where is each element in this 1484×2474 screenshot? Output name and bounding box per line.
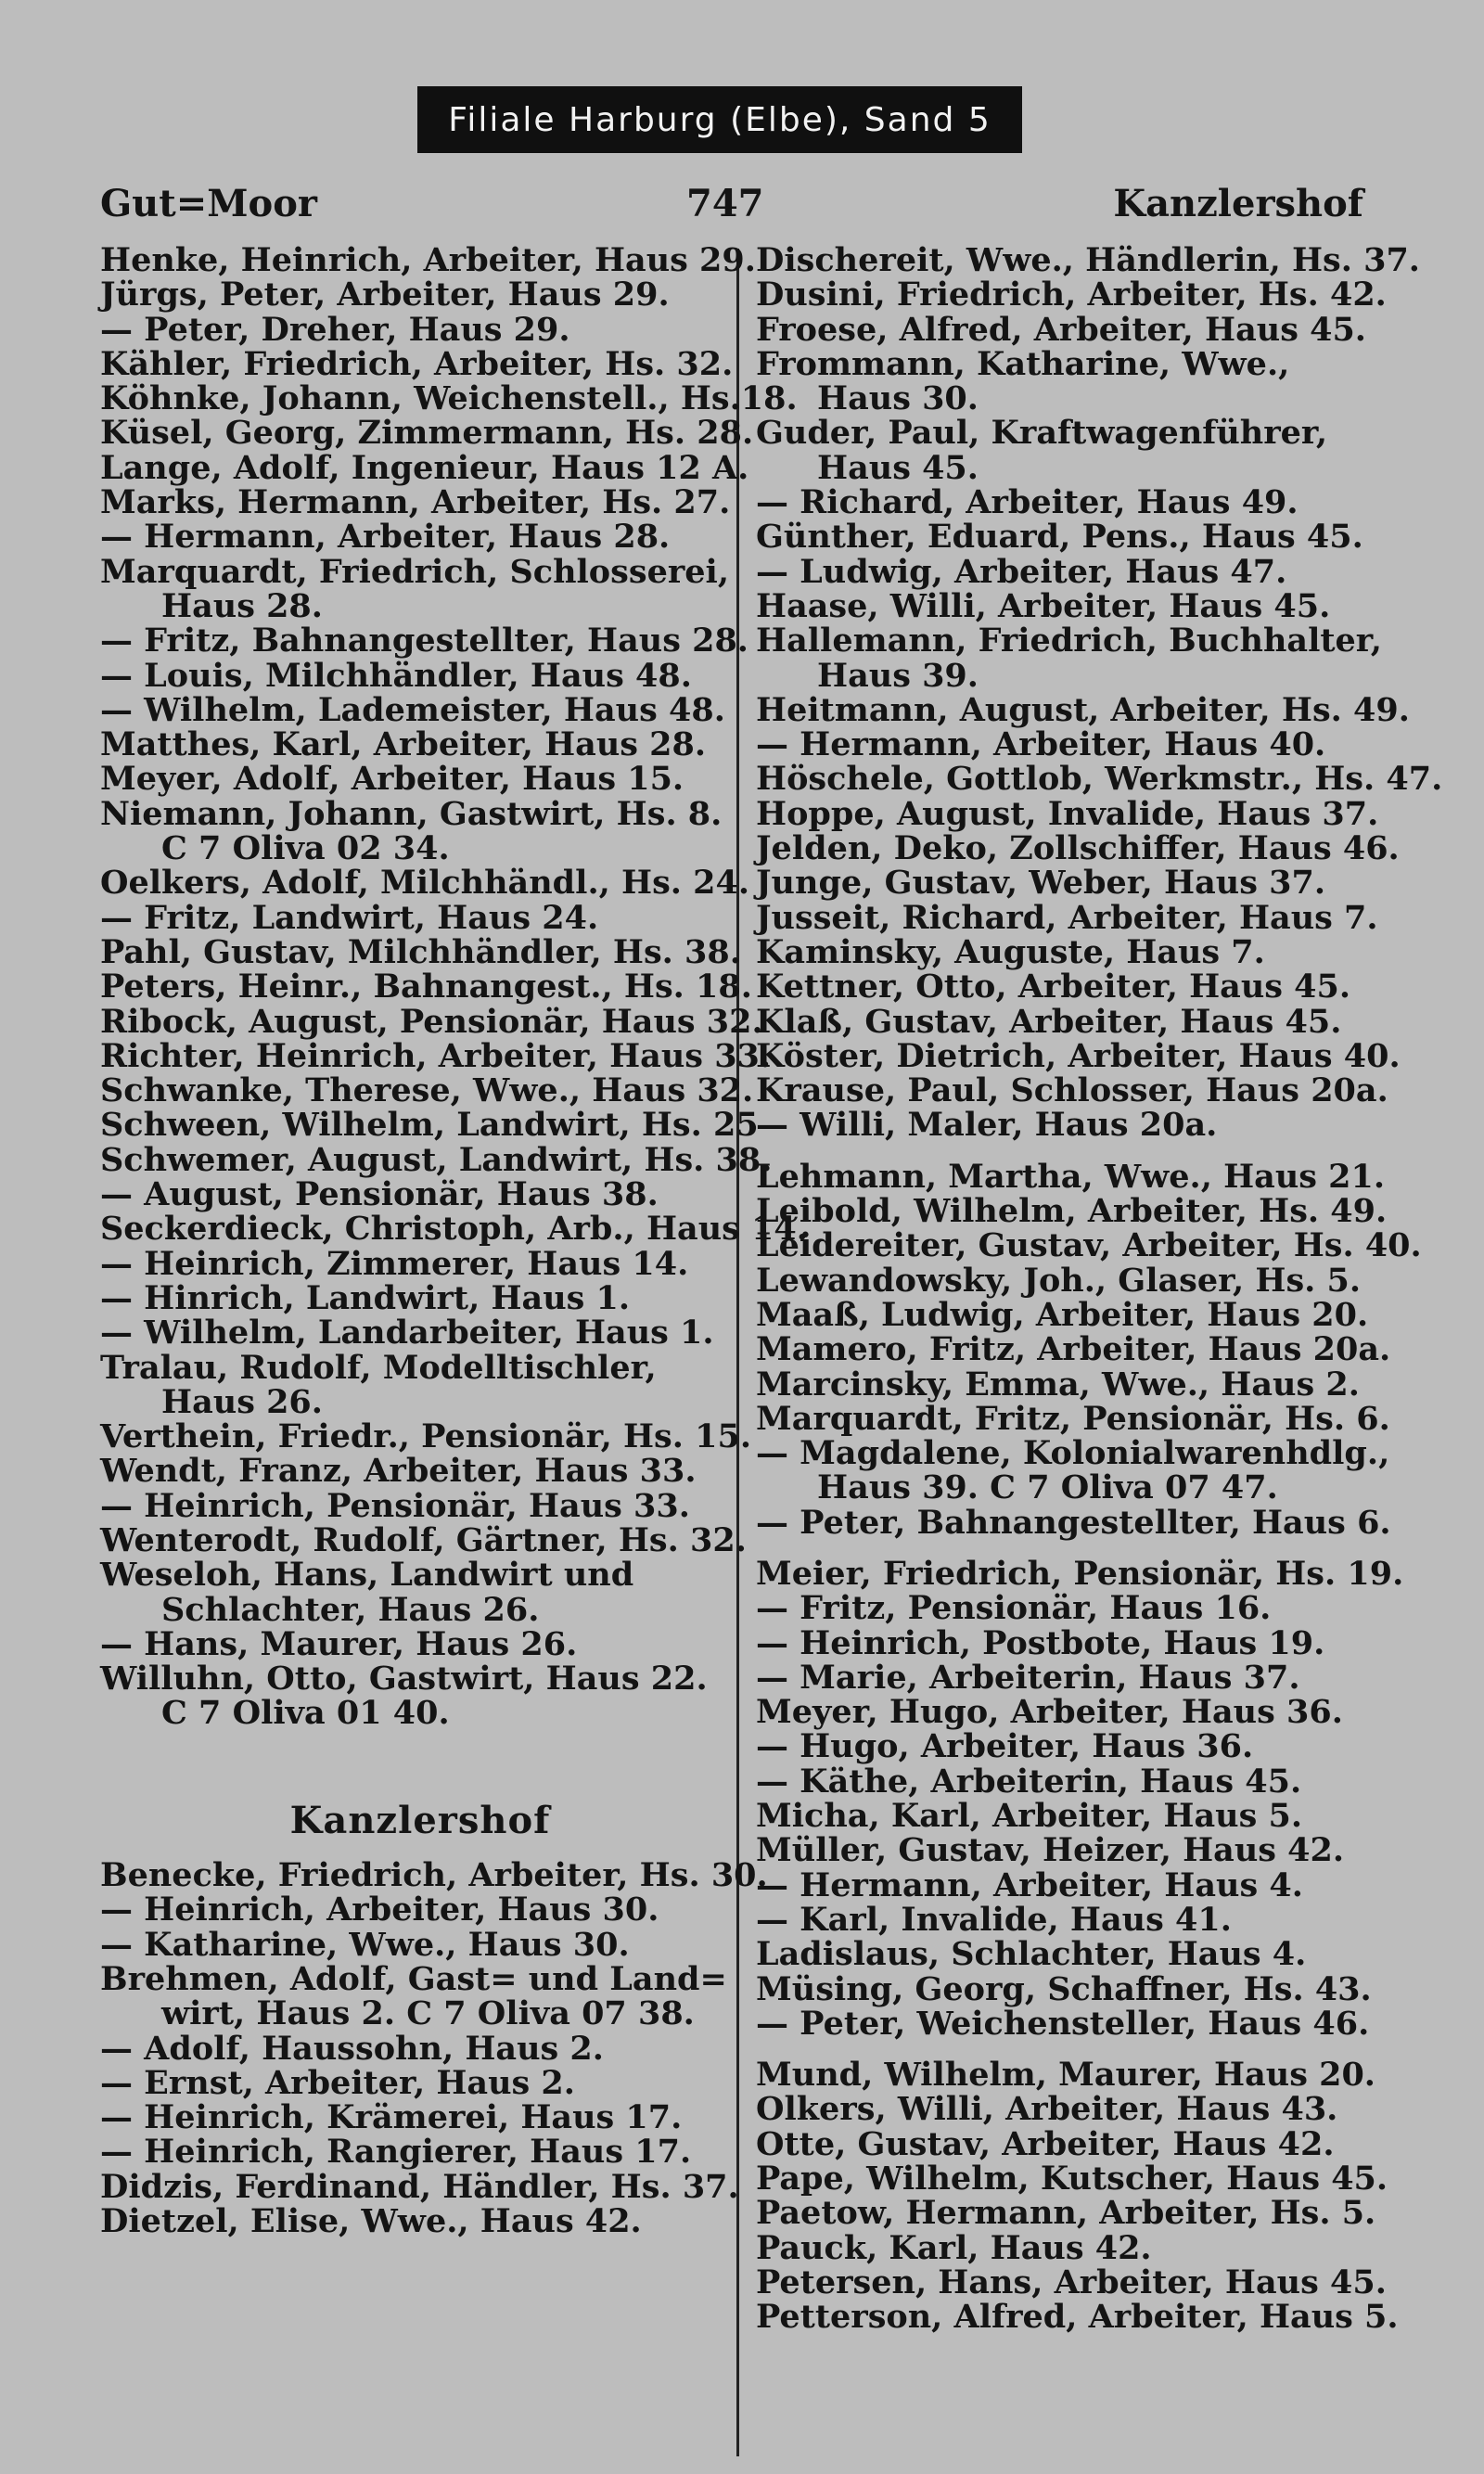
directory-entry: — Heinrich, Arbeiter, Haus 30. (100, 1891, 659, 1929)
directory-entry: Lange, Adolf, Ingenieur, Haus 12 A. (100, 448, 749, 487)
directory-entry: — Peter, Bahnangestellter, Haus 6. (756, 1503, 1391, 1542)
directory-entry: Mamero, Fritz, Arbeiter, Haus 20a. (756, 1330, 1391, 1369)
directory-entry: Kettner, Otto, Arbeiter, Haus 45. (756, 968, 1351, 1006)
directory-entry: Haase, Willi, Arbeiter, Haus 45. (756, 586, 1331, 625)
directory-entry: Schween, Wilhelm, Landwirt, Hs. 25 (100, 1106, 759, 1145)
directory-entry: Petersen, Hans, Arbeiter, Haus 45. (756, 2262, 1387, 2301)
directory-entry: — Hinrich, Landwirt, Haus 1. (100, 1278, 631, 1317)
directory-entry: Marquardt, Fritz, Pensionär, Hs. 6. (756, 1399, 1390, 1438)
directory-entry: Günther, Eduard, Pens., Haus 45. (756, 518, 1363, 557)
directory-entry: — Richard, Arbeiter, Haus 49. (756, 483, 1298, 522)
directory-entry: Haus 39. (817, 656, 979, 695)
directory-entry: Weseloh, Hans, Landwirt und (100, 1556, 634, 1595)
directory-entry: wirt, Haus 2. C 7 Oliva 07 38. (161, 1994, 695, 2033)
directory-entry: Klaß, Gustav, Arbeiter, Haus 45. (756, 1002, 1342, 1041)
directory-entry: Wenterodt, Rudolf, Gärtner, Hs. 32. (100, 1520, 747, 1559)
directory-entry: Niemann, Johann, Gastwirt, Hs. 8. (100, 794, 723, 833)
directory-entry: — Heinrich, Rangierer, Haus 17. (100, 2133, 692, 2172)
directory-entry: Lehmann, Martha, Wwe., Haus 21. (756, 1157, 1386, 1196)
directory-entry: Jusseit, Richard, Arbeiter, Haus 7. (756, 898, 1378, 937)
directory-entry: Köhnke, Johann, Weichenstell., Hs.18. (100, 379, 798, 418)
directory-entry: — Willi, Maler, Haus 20a. (756, 1106, 1218, 1145)
directory-entry: Petterson, Alfred, Arbeiter, Haus 5. (756, 2298, 1399, 2337)
directory-entry: Dietzel, Elise, Wwe., Haus 42. (100, 2202, 642, 2241)
directory-entry: Guder, Paul, Kraftwagenführer, (756, 414, 1328, 453)
directory-entry: — Katharine, Wwe., Haus 30. (100, 1925, 630, 1964)
directory-entry: Benecke, Friedrich, Arbeiter, Hs. 30. (100, 1856, 768, 1895)
directory-entry: Frommann, Katharine, Wwe., (756, 344, 1290, 383)
directory-entry: Haus 30. (817, 379, 979, 418)
directory-entry: — August, Pensionär, Haus 38. (100, 1175, 659, 1214)
directory-entry: Schwanke, Therese, Wwe., Haus 32. (100, 1071, 754, 1110)
directory-entry: Wendt, Franz, Arbeiter, Haus 33. (100, 1452, 697, 1491)
directory-entry: — Hermann, Arbeiter, Haus 28. (100, 518, 671, 557)
directory-entry: — Heinrich, Postbote, Haus 19. (756, 1623, 1325, 1662)
directory-entry: Froese, Alfred, Arbeiter, Haus 45. (756, 310, 1366, 349)
header-left-place: Gut=Moor (100, 182, 317, 225)
directory-entry: — Hugo, Arbeiter, Haus 36. (756, 1727, 1254, 1766)
directory-entry: Krause, Paul, Schlosser, Haus 20a. (756, 1071, 1388, 1110)
directory-entry: Meyer, Hugo, Arbeiter, Haus 36. (756, 1693, 1343, 1732)
directory-entry: Marquardt, Friedrich, Schlosserei, (100, 552, 730, 591)
directory-entry: — Magdalene, Kolonialwarenhdlg., (756, 1434, 1390, 1473)
directory-entry: — Fritz, Pensionär, Haus 16. (756, 1589, 1272, 1628)
directory-entry: Müller, Gustav, Heizer, Haus 42. (756, 1831, 1345, 1870)
directory-entry: Verthein, Friedr., Pensionär, Hs. 15. (100, 1417, 751, 1456)
directory-entry: Oelkers, Adolf, Milchhändl., Hs. 24. (100, 864, 750, 903)
directory-entry: Paetow, Hermann, Arbeiter, Hs. 5. (756, 2194, 1376, 2233)
directory-entry: Meier, Friedrich, Pensionär, Hs. 19. (756, 1554, 1404, 1593)
directory-entry: — Peter, Weichensteller, Haus 46. (756, 2004, 1370, 2043)
branch-banner: Filiale Harburg (Elbe), Sand 5 (417, 86, 1022, 153)
directory-entry: Kähler, Friedrich, Arbeiter, Hs. 32. (100, 344, 734, 383)
directory-entry: Dischereit, Wwe., Händlerin, Hs. 37. (756, 241, 1420, 279)
directory-entry: — Ludwig, Arbeiter, Haus 47. (756, 552, 1287, 591)
directory-entry: Tralau, Rudolf, Modelltischler, (100, 1348, 657, 1387)
directory-entry: Schwemer, August, Landwirt, Hs. 38. (100, 1140, 773, 1179)
left-entry-list (100, 241, 808, 1733)
directory-entry: C 7 Oliva 01 40. (161, 1694, 450, 1733)
directory-entry: — Heinrich, Krämerei, Haus 17. (100, 2098, 683, 2137)
directory-entry: Küsel, Georg, Zimmermann, Hs. 28. (100, 414, 754, 453)
directory-entry: — Peter, Dreher, Haus 29. (100, 310, 570, 349)
directory-entry: Dusini, Friedrich, Arbeiter, Hs. 42. (756, 276, 1387, 314)
directory-entry: Maaß, Ludwig, Arbeiter, Haus 20. (756, 1295, 1369, 1334)
directory-entry: — Heinrich, Zimmerer, Haus 14. (100, 1244, 689, 1283)
directory-entry: Köster, Dietrich, Arbeiter, Haus 40. (756, 1036, 1401, 1075)
directory-entry: Jürgs, Peter, Arbeiter, Haus 29. (100, 276, 670, 314)
directory-entry: Schlachter, Haus 26. (161, 1590, 540, 1629)
directory-entry: Willuhn, Otto, Gastwirt, Haus 22. (100, 1660, 708, 1698)
directory-entry: Hoppe, August, Invalide, Haus 37. (756, 794, 1379, 833)
directory-entry: — Louis, Milchhändler, Haus 48. (100, 656, 692, 695)
directory-entry: — Hermann, Arbeiter, Haus 40. (756, 725, 1326, 764)
directory-entry: — Fritz, Bahnangestellter, Haus 28. (100, 622, 748, 660)
directory-entry: Mund, Wilhelm, Maurer, Haus 20. (756, 2056, 1375, 2095)
directory-entry: Kaminsky, Auguste, Haus 7. (756, 932, 1265, 971)
directory-entry: — Wilhelm, Landarbeiter, Haus 1. (100, 1314, 714, 1352)
header-right-place: Kanzlershof (1113, 182, 1363, 225)
directory-entry: Richter, Heinrich, Arbeiter, Haus 33. (100, 1036, 772, 1075)
directory-entry: Didzis, Ferdinand, Händler, Hs. 37. (100, 2167, 739, 2206)
directory-entry: Meyer, Adolf, Arbeiter, Haus 15. (100, 760, 684, 799)
section-entry-list (100, 1856, 768, 2241)
directory-entry: Micha, Karl, Arbeiter, Haus 5. (756, 1797, 1303, 1836)
directory-entry: Haus 26. (161, 1382, 323, 1421)
directory-entry: Marks, Hermann, Arbeiter, Hs. 27. (100, 483, 731, 522)
directory-entry: Ribock, August, Pensionär, Haus 32. (100, 1002, 763, 1041)
directory-entry: Hallemann, Friedrich, Buchhalter, (756, 622, 1382, 660)
directory-entry: — Käthe, Arbeiterin, Haus 45. (756, 1762, 1302, 1801)
directory-entry: Müsing, Georg, Schaffner, Hs. 43. (756, 1969, 1372, 2008)
directory-entry: Pape, Wilhelm, Kutscher, Haus 45. (756, 2160, 1388, 2198)
directory-entry: Otte, Gustav, Arbeiter, Haus 42. (756, 2124, 1335, 2163)
directory-entry: — Hans, Maurer, Haus 26. (100, 1624, 578, 1663)
directory-entry: — Ernst, Arbeiter, Haus 2. (100, 2063, 575, 2102)
directory-entry: Junge, Gustav, Weber, Haus 37. (756, 864, 1326, 903)
directory-entry: — Wilhelm, Lademeister, Haus 48. (100, 690, 725, 729)
directory-entry: Olkers, Willi, Arbeiter, Haus 43. (756, 2090, 1338, 2129)
directory-entry: Ladislaus, Schlachter, Haus 4. (756, 1935, 1307, 1974)
section-title: Kanzlershof (289, 1798, 551, 1842)
directory-entry: — Fritz, Landwirt, Haus 24. (100, 898, 599, 937)
directory-entry: Seckerdieck, Christoph, Arb., Haus 14. (100, 1210, 808, 1249)
directory-entry: Lewandowsky, Joh., Glaser, Hs. 5. (756, 1261, 1362, 1300)
directory-entry: C 7 Oliva 02 34. (161, 829, 450, 868)
directory-entry: Höschele, Gottlob, Werkmstr., Hs. 47. (756, 760, 1443, 799)
directory-entry: Leidereiter, Gustav, Arbeiter, Hs. 40. (756, 1226, 1422, 1265)
directory-entry: — Marie, Arbeiterin, Haus 37. (756, 1658, 1300, 1697)
directory-entry: Matthes, Karl, Arbeiter, Haus 28. (100, 725, 707, 764)
directory-entry: Pauck, Karl, Haus 42. (756, 2228, 1152, 2267)
directory-entry: Haus 28. (161, 586, 323, 625)
directory-entry: Peters, Heinr., Bahnangest., Hs. 18. (100, 968, 752, 1006)
right-entry-list (756, 241, 1443, 2337)
directory-entry: Haus 45. (817, 448, 979, 487)
directory-entry: — Hermann, Arbeiter, Haus 4. (756, 1865, 1303, 1904)
page-number: 747 (686, 182, 764, 225)
directory-entry: Leibold, Wilhelm, Arbeiter, Hs. 49. (756, 1192, 1388, 1231)
directory-entry: Marcinsky, Emma, Wwe., Haus 2. (756, 1365, 1360, 1404)
directory-entry: Heitmann, August, Arbeiter, Hs. 49. (756, 690, 1410, 729)
directory-entry: — Adolf, Haussohn, Haus 2. (100, 2029, 604, 2068)
directory-entry: Jelden, Deko, Zollschiffer, Haus 46. (756, 829, 1400, 868)
directory-entry: Pahl, Gustav, Milchhändler, Hs. 38. (100, 932, 741, 971)
left-column (100, 241, 808, 2241)
directory-entry: — Karl, Invalide, Haus 41. (756, 1900, 1232, 1939)
directory-entry: Brehmen, Adolf, Gast= und Land= (100, 1959, 727, 1998)
directory-entry: — Heinrich, Pensionär, Haus 33. (100, 1486, 690, 1525)
directory-entry: Henke, Heinrich, Arbeiter, Haus 29. (100, 241, 756, 279)
right-column (756, 241, 1443, 2337)
directory-entry: Haus 39. C 7 Oliva 07 47. (817, 1468, 1278, 1507)
